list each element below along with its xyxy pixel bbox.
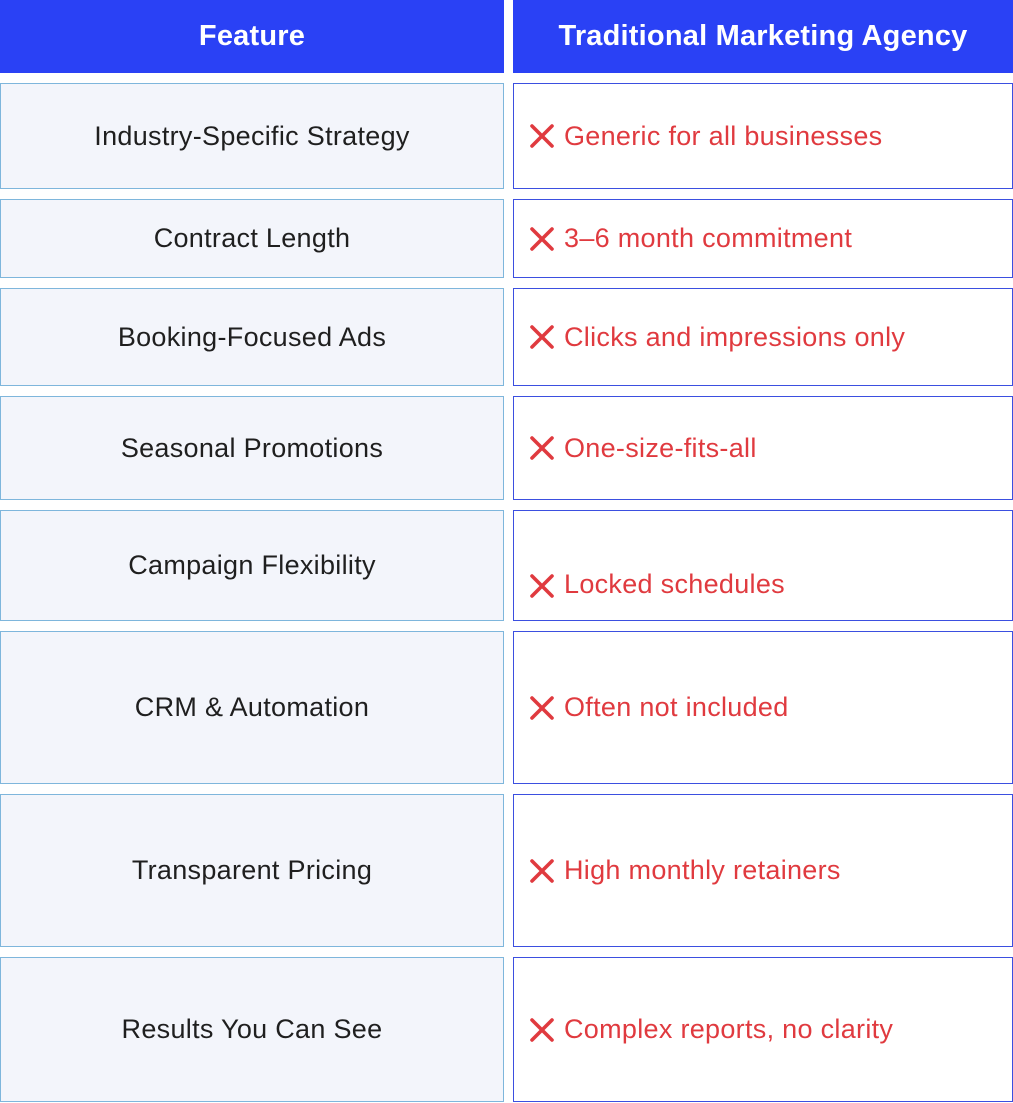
table-row-agency: [513, 631, 1013, 784]
agency-value: Generic for all businesses: [564, 120, 883, 151]
feature-label: Industry-Specific Strategy: [94, 120, 410, 151]
table-row-feature: [0, 794, 504, 947]
header-agency: [513, 0, 1013, 73]
header-feature-label: Feature: [198, 20, 306, 52]
header-feature: [0, 0, 504, 73]
feature-label: Results You Can See: [121, 1014, 383, 1044]
header-agency-label: Traditional Marketing Agency: [558, 20, 968, 52]
feature-label: Campaign Flexibility: [128, 550, 376, 580]
x-mark-icon: [528, 857, 556, 885]
feature-label: Contract Length: [153, 223, 351, 253]
table-row-agency: [513, 396, 1013, 500]
table-row-agency: [513, 794, 1013, 947]
x-mark-icon: [528, 572, 556, 600]
table-row-agency: [513, 199, 1013, 278]
agency-value: Complex reports, no clarity: [564, 1014, 894, 1044]
table-row-agency: [513, 288, 1013, 386]
table-row-agency: [513, 957, 1013, 1102]
feature-label: Seasonal Promotions: [120, 432, 384, 463]
agency-value: Clicks and impressions only: [564, 321, 906, 352]
x-mark-icon: [528, 323, 556, 351]
table-row-feature: [0, 396, 504, 500]
agency-value: 3–6 month commitment: [564, 223, 853, 253]
table-row-feature: [0, 510, 504, 621]
agency-value: One-size-fits-all: [564, 432, 757, 463]
x-mark-icon: [528, 122, 556, 150]
table-row-agency: [513, 83, 1013, 189]
table-row-feature: [0, 957, 504, 1102]
x-mark-icon: [528, 225, 556, 253]
x-mark-icon: [528, 434, 556, 462]
agency-value: High monthly retainers: [564, 855, 841, 885]
table-row-feature: [0, 199, 504, 278]
x-mark-icon: [528, 694, 556, 722]
table-row-feature: [0, 288, 504, 386]
x-mark-icon: [528, 1016, 556, 1044]
table-row-feature: [0, 83, 504, 189]
feature-label: CRM & Automation: [134, 692, 370, 722]
feature-label: Booking-Focused Ads: [117, 321, 387, 352]
table-row-feature: [0, 631, 504, 784]
feature-label: Transparent Pricing: [131, 855, 373, 885]
agency-value: Locked schedules: [564, 569, 785, 599]
table-row-agency: [513, 510, 1013, 621]
agency-value: Often not included: [564, 692, 789, 722]
